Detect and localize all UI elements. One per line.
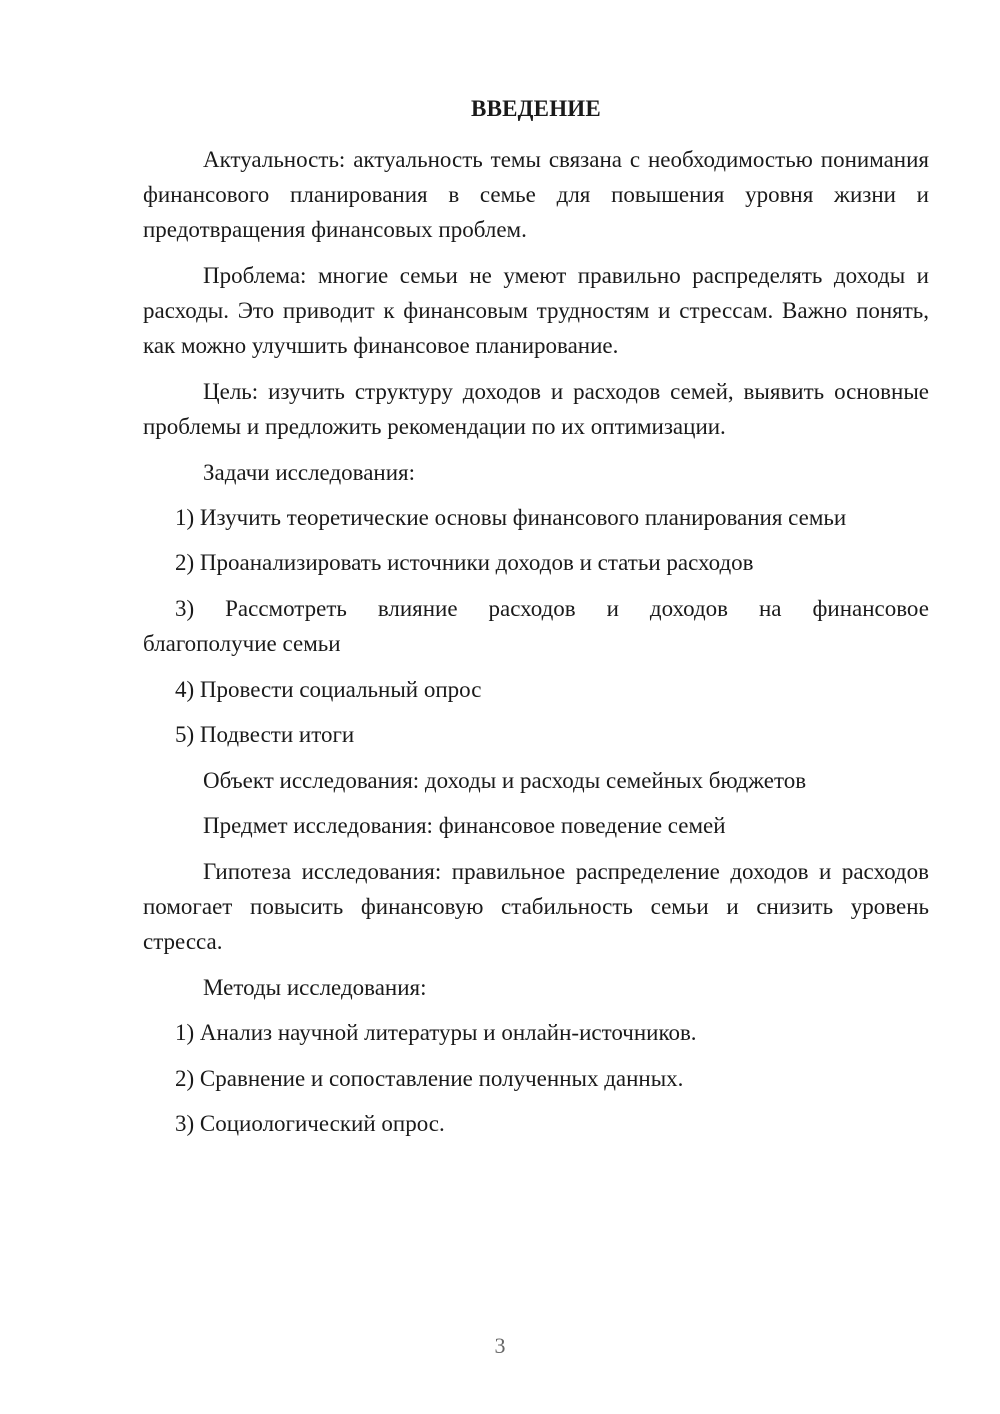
hypothesis-paragraph: Гипотеза исследования: правильное распределение доходов и расходов помогает повысить финансовую стабильность семьи и снизить уровень стресса. xyxy=(143,859,929,954)
task-item-5: 5) Подвести итоги xyxy=(175,722,355,747)
task-3-word: расходов xyxy=(488,596,576,621)
task-item-1: 1) Изучить теоретические основы финансового планирования семьи xyxy=(175,505,847,530)
goal-paragraph: Цель: изучить структуру доходов и расходов семей, выявить основные проблемы и предложить рекомендации по их оптимизации. xyxy=(143,379,929,439)
method-item-3: 3) Социологический опрос. xyxy=(175,1111,445,1136)
task-3-word: влияние xyxy=(377,596,458,621)
method-item-2: 2) Сравнение и сопоставление полученных данных. xyxy=(175,1066,684,1091)
task-3-word: финансовое xyxy=(812,596,929,621)
relevance-paragraph: Актуальность: актуальность темы связана с необходимостью понимания финансового планирования в семье для повышения уровня жизни и предотвращения финансовых проблем. xyxy=(143,147,929,242)
task-item-2: 2) Проанализировать источники доходов и статьи расходов xyxy=(175,550,754,575)
page-number: 3 xyxy=(494,1333,506,1358)
task-3-word: 3) xyxy=(175,596,195,621)
tasks-heading: Задачи исследования: xyxy=(203,460,416,485)
subject-line: Предмет исследования: финансовое поведение семей xyxy=(203,813,726,838)
task-3-word: и xyxy=(606,596,619,621)
task-3-word: доходов xyxy=(649,596,729,621)
task-item-3-line-2: благополучие семьи xyxy=(143,631,341,656)
task-3-word: на xyxy=(759,596,782,621)
problem-paragraph: Проблема: многие семьи не умеют правильно распределять доходы и расходы. Это приводит к финансовым трудностям и стрессам. Важно понять, как можно улучшить финансовое планирование. xyxy=(143,263,929,358)
method-item-1: 1) Анализ научной литературы и онлайн-источников. xyxy=(175,1020,697,1045)
methods-heading: Методы исследования: xyxy=(203,975,427,1000)
task-item-3-line-1 xyxy=(143,591,929,626)
object-line: Объект исследования: доходы и расходы семейных бюджетов xyxy=(203,768,807,793)
task-3-word: Рассмотреть xyxy=(225,596,347,621)
task-item-4: 4) Провести социальный опрос xyxy=(175,677,482,702)
page-title: ВВЕДЕНИЕ xyxy=(471,96,601,121)
